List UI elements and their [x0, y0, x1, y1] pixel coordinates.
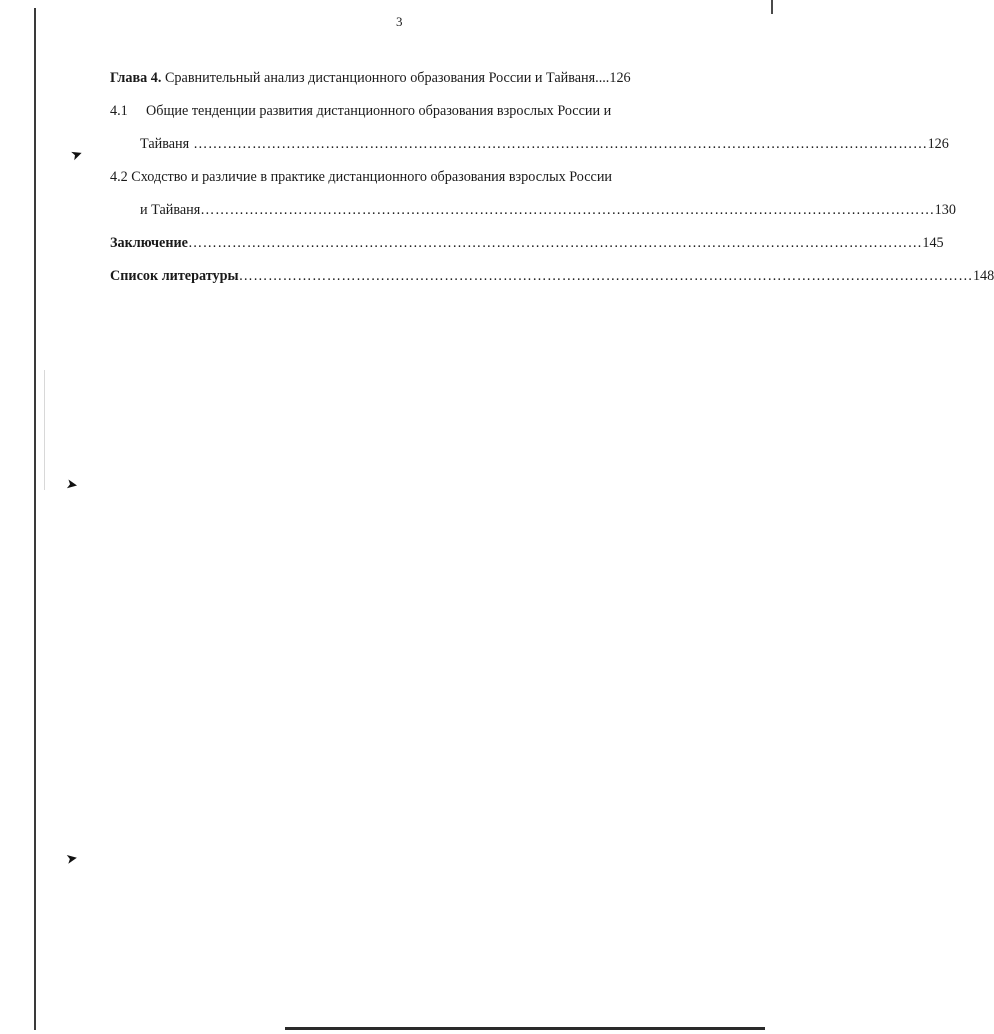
scan-border-bottom — [285, 1027, 765, 1030]
toc-leader-dots: …………………………………………………………………………………………………………………………………… — [189, 136, 928, 152]
toc-leader-dots: …………………………………………………………………………………………………………………………………… — [200, 202, 935, 218]
section-title-cont: и Тайваня — [140, 202, 201, 218]
toc-entry-section-4-2-cont — [110, 202, 956, 235]
toc-page-number: 145 — [922, 235, 944, 251]
chapter-label: Глава 4. — [110, 70, 162, 86]
references-title: Список литературы — [110, 268, 239, 284]
margin-mark-icon: ➤ — [64, 476, 80, 494]
toc-leader-dots: .... — [595, 70, 610, 86]
scan-border-right — [771, 0, 773, 14]
toc-page-number: 130 — [934, 202, 956, 218]
page-number: 3 — [396, 14, 403, 29]
chapter-title: Сравнительный анализ дистанционного образования России и Тайваня — [164, 70, 596, 86]
scan-artifact — [44, 370, 45, 490]
scan-border-left — [34, 8, 36, 1030]
toc-leader-dots: …………………………………………………………………………………………………………………………………… — [187, 235, 923, 251]
section-number: 4.1 — [110, 103, 128, 119]
toc-entry-section-4-1-cont — [110, 136, 949, 169]
section-title-cont: Тайваня — [140, 136, 190, 152]
toc-page-number: 148 — [972, 268, 994, 284]
section-title: Общие тенденции развития дистанционного образования взрослых России и — [146, 103, 612, 119]
conclusion-title: Заключение — [110, 235, 188, 251]
toc-entry-section-4-1 — [110, 103, 694, 136]
toc-entry-section-4-2 — [110, 169, 694, 202]
margin-mark-icon: ➤ — [64, 850, 80, 868]
section-title: 4.2 Сходство и различие в практике дистанционного образования взрослых России — [110, 169, 613, 185]
table-of-contents — [110, 70, 994, 301]
toc-entry-chapter-4 — [110, 70, 694, 103]
toc-entry-conclusion — [110, 235, 944, 268]
toc-leader-dots: …………………………………………………………………………………………………………………………………… — [238, 268, 973, 284]
toc-page-number: 126 — [927, 136, 949, 152]
toc-page-number: 126 — [609, 70, 631, 86]
toc-entry-references — [110, 268, 994, 301]
margin-mark-icon: ➤ — [68, 145, 86, 165]
